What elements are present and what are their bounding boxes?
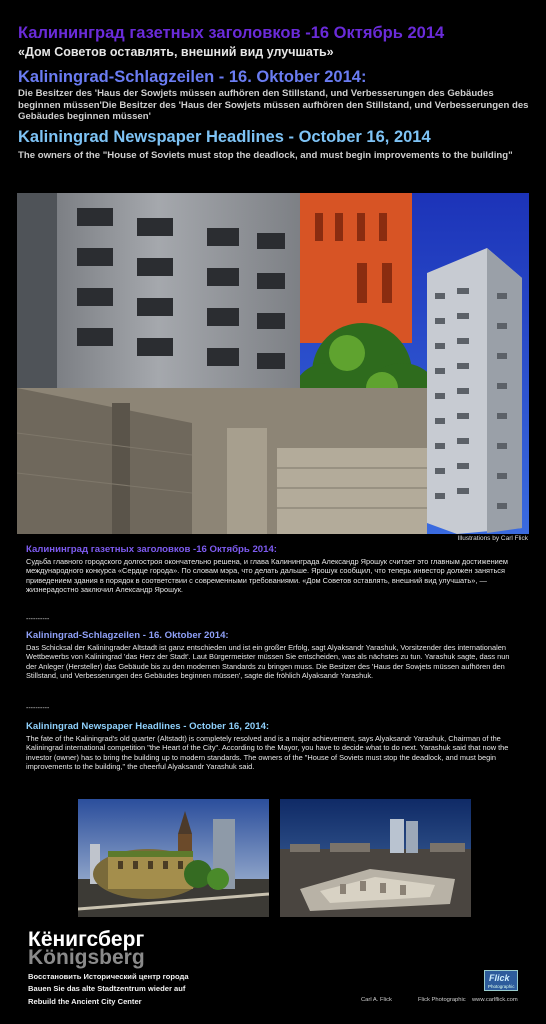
headline-ru-title: Калининград газетных заголовков -16 Октябрь 2014 <box>18 24 445 42</box>
article-de <box>26 630 522 681</box>
city-center-illustration <box>280 799 471 917</box>
house-of-soviets-photo <box>17 193 529 534</box>
article-en-title: Kaliningrad Newspaper Headlines - October 16, 2014: <box>26 721 270 732</box>
castle-model-illustration <box>78 799 269 917</box>
photo-credit: Illustrations by Carl Flick <box>457 535 528 542</box>
article-en <box>26 721 522 772</box>
headline-ru-subtitle: «Дом Советов оставлять, внешний вид улучшать» <box>18 45 334 59</box>
article-en-body: The fate of the Kaliningrad's old quarter (Altstadt) is completely resolved and is a major achievement, says Alyaksandr Yarashuk, Chairman of the Kaliningrad international competition "the Heart of the City". According to the Mayor, you have to decide what to do next. Yarashuk said that now the investor (owner) has to bring the building up to modern standards. The owners of the "House of Soviets must stop the deadlock, and must begin improvements to the building," the cheerful Alyaksandr Yarashuk said. <box>26 734 509 772</box>
footer-studio: Flick Photographic <box>418 997 466 1003</box>
separator-1: ---------- <box>26 616 50 623</box>
tagline-ru: Восстановить Исторический центр города <box>28 972 189 981</box>
flick-logo-text: Flick <box>489 973 510 983</box>
separator-2: ---------- <box>26 705 50 712</box>
article-de-title: Kaliningrad-Schlagzeilen - 16. Oktober 2014: <box>26 630 229 641</box>
flick-photographic-logo-icon <box>484 970 518 991</box>
flick-logo-subtext: Photographic <box>488 984 515 989</box>
headline-de-title: Kaliningrad-Schlagzeilen - 16. Oktober 2014: <box>18 68 367 86</box>
tagline-en: Rebuild the Ancient City Center <box>28 997 142 1006</box>
headline-en-title: Kaliningrad Newspaper Headlines - October 16, 2014 <box>18 128 431 146</box>
article-de-body: Das Schicksal der Kaliningrader Altstadt ist ganz entschieden und ist ein großer Erfolg, sagt Alyaksandr Yarashuk, Vorsitzender des internationalen Wettbewerbs von Kaliningrad 'das Herz der Stadt'. Laut Bürgermeister müssen Sie entscheiden, was als nächstes zu tun. Yarashuk sagte, dass nun der Anleger (Hersteller) das Gebäude bis zu den modernen Standards zu bringen muss. Die Besitzer des 'Haus der Sowjets müssen aufhören den Stillstand, und Verbesserungen des Gebäudes beginnen müssen', sagte die fröhlich Alyaksandr Yarashuk. <box>26 643 510 681</box>
castle-model-thumbnail <box>78 799 269 917</box>
article-ru-title: Калининград газетных заголовков -16 Октябрь 2014: <box>26 544 277 555</box>
logo-koenigsberg-de: Königsberg <box>28 946 145 969</box>
city-center-thumbnail <box>280 799 471 917</box>
headline-de-subtitle: Die Besitzer des 'Haus der Sowjets müssen aufhören den Stillstand, und Verbesserungen des Gebäudes beginnen müssen'Die Besitzer des 'Haus der Sowjets müssen aufhören den Stillstand, und Verbesserungen des Gebäudes beginnen müssen' <box>18 88 529 122</box>
footer-author: Carl A. Flick <box>361 997 392 1003</box>
logo-koenigsberg-ru: Кёнигсберг <box>28 928 145 951</box>
tagline-de: Bauen Sie das alte Stadtzentrum wieder auf <box>28 984 186 993</box>
house-of-soviets-illustration <box>17 193 529 534</box>
footer-website[interactable]: www.carlflick.com <box>472 997 518 1003</box>
article-ru <box>26 544 522 595</box>
article-ru-body: Судьба главного городского долгостроя окончательно решена, и глава Калининграда Александр Ярошук считает это главным достижением международного конкурса «Сердце города». По словам мэра, что делать дальше. Ярошук сообщил, что теперь инвестор должен заняться приведением здания в порядок в соответствии с современными требованиями. «Дом Советов оставлять, внешний вид улучшать», — жизнерадостно заключил Александр Ярошук. <box>26 557 508 595</box>
headline-en-subtitle: The owners of the "House of Soviets must stop the deadlock, and must begin improvements to the building" <box>18 150 513 161</box>
